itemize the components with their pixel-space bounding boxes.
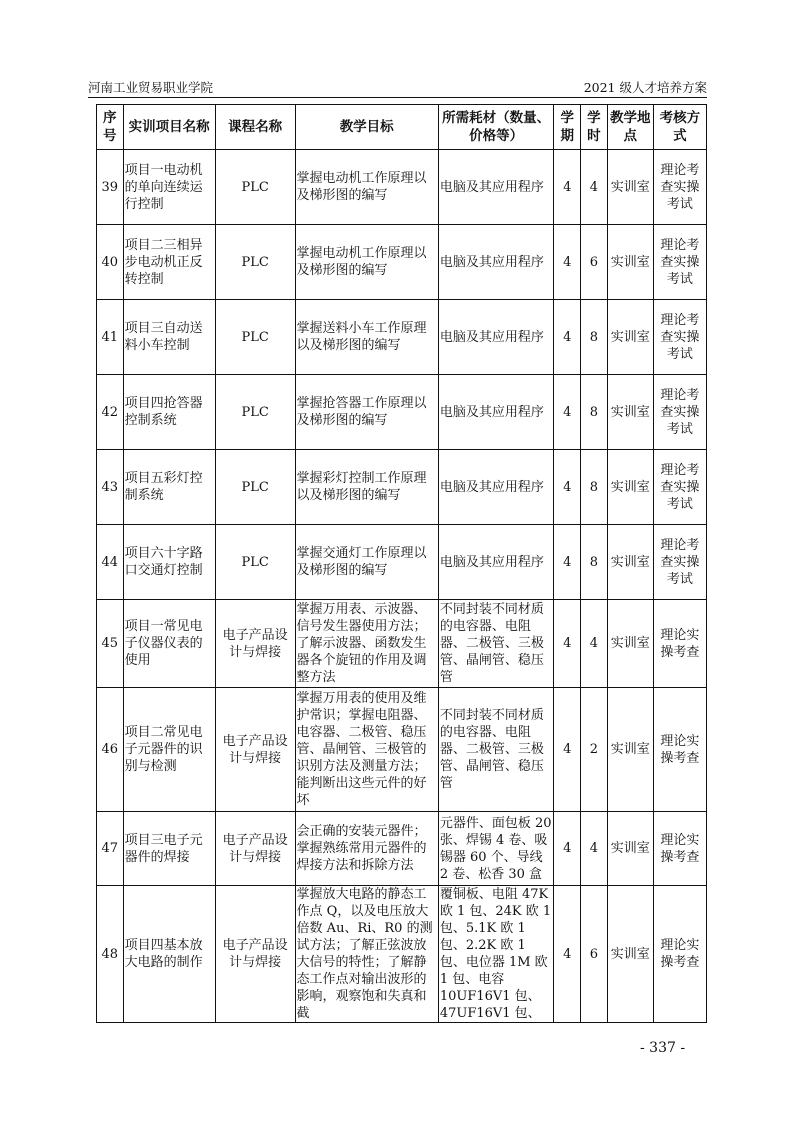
- project-name: 项目一常见电子仪器仪表的使用: [123, 600, 215, 688]
- materials: 电脑及其应用程序: [438, 150, 554, 225]
- training-projects-table: [96, 104, 707, 1023]
- row-number: 39: [97, 150, 124, 225]
- teaching-goal: 掌握彩灯控制工作原理以及梯形图的编写: [295, 450, 438, 525]
- project-name: 项目六十字路口交通灯控制: [123, 525, 215, 600]
- table-row: [97, 600, 707, 688]
- row-number: 47: [97, 812, 124, 886]
- teaching-place: 实训室: [607, 300, 653, 375]
- table-row: [97, 450, 707, 525]
- term: 4: [554, 375, 581, 450]
- row-number: 40: [97, 225, 124, 300]
- teaching-place: 实训室: [607, 812, 653, 886]
- row-number: 42: [97, 375, 124, 450]
- hours: 8: [581, 450, 608, 525]
- table-row: [97, 886, 707, 1023]
- row-number: 41: [97, 300, 124, 375]
- materials: 电脑及其应用程序: [438, 450, 554, 525]
- term: 4: [554, 886, 581, 1023]
- materials: 电脑及其应用程序: [438, 375, 554, 450]
- project-name: 项目四抢答器控制系统: [123, 375, 215, 450]
- table-row: [97, 300, 707, 375]
- materials: 不同封装不同材质的电容器、电阻器、二极管、三极管、晶闸管、稳压管: [438, 688, 554, 812]
- assessment-method: 理论考查实操考试: [653, 150, 706, 225]
- row-number: 44: [97, 525, 124, 600]
- col-header-assessment: 考核方式: [653, 105, 706, 150]
- project-name: 项目三自动送料小车控制: [123, 300, 215, 375]
- assessment-method: 理论考查实操考试: [653, 525, 706, 600]
- table-row: [97, 375, 707, 450]
- assessment-method: 理论考查实操考试: [653, 450, 706, 525]
- course-name: PLC: [215, 450, 295, 525]
- teaching-goal: 掌握电动机工作原理以及梯形图的编写: [295, 225, 438, 300]
- assessment-method: 理论考查实操考试: [653, 225, 706, 300]
- teaching-place: 实训室: [607, 886, 653, 1023]
- hours: 4: [581, 150, 608, 225]
- assessment-method: 理论考查实操考试: [653, 375, 706, 450]
- term: 4: [554, 450, 581, 525]
- course-name: 电子产品设计与焊接: [215, 600, 295, 688]
- materials: 不同封装不同材质的电容器、电阻器、二极管、三极管、晶闸管、稳压管: [438, 600, 554, 688]
- header-program-title: 2021 级人才培养方案: [583, 80, 707, 95]
- project-name: 项目二三相异步电动机正反转控制: [123, 225, 215, 300]
- table-row: [97, 688, 707, 812]
- hours: 6: [581, 225, 608, 300]
- table-row: [97, 225, 707, 300]
- teaching-place: 实训室: [607, 225, 653, 300]
- hours: 4: [581, 812, 608, 886]
- teaching-place: 实训室: [607, 150, 653, 225]
- hours: 6: [581, 886, 608, 1023]
- teaching-place: 实训室: [607, 600, 653, 688]
- table-row: [97, 812, 707, 886]
- teaching-place: 实训室: [607, 450, 653, 525]
- course-name: 电子产品设计与焊接: [215, 812, 295, 886]
- course-name: 电子产品设计与焊接: [215, 688, 295, 812]
- teaching-goal: 掌握送料小车工作原理以及梯形图的编写: [295, 300, 438, 375]
- project-name: 项目五彩灯控制系统: [123, 450, 215, 525]
- col-header-course: 课程名称: [215, 105, 295, 150]
- teaching-goal: 掌握电动机工作原理以及梯形图的编写: [295, 150, 438, 225]
- project-name: 项目四基本放大电路的制作: [123, 886, 215, 1023]
- hours: 2: [581, 688, 608, 812]
- teaching-goal: 掌握万用表、示波器、信号发生器使用方法；了解示波器、函数发生器各个旋钮的作用及调整方法: [295, 600, 438, 688]
- materials: 电脑及其应用程序: [438, 525, 554, 600]
- materials: 覆铜板、电阻 47K 欧 1 包、24K 欧 1 包、5.1K 欧 1 包、2.2K 欧 1 包、电位器 1M 欧 1 包、电容 10UF16V1 包、47UF16V1 包、: [438, 886, 554, 1023]
- table-row: [97, 525, 707, 600]
- header-school-name: 河南工业贸易职业学院: [88, 80, 214, 95]
- page-number: - 337 -: [640, 1040, 686, 1056]
- col-header-goal: 教学目标: [295, 105, 438, 150]
- header-rule: [88, 97, 707, 98]
- materials: 电脑及其应用程序: [438, 225, 554, 300]
- table-header-row: [97, 105, 707, 150]
- hours: 8: [581, 525, 608, 600]
- page-header: [88, 76, 707, 96]
- teaching-place: 实训室: [607, 688, 653, 812]
- term: 4: [554, 150, 581, 225]
- course-name: PLC: [215, 375, 295, 450]
- col-header-project: 实训项目名称: [123, 105, 215, 150]
- teaching-goal: 掌握放大电路的静态工作点 Q，以及电压放大倍数 Au、Ri、R0 的测试方法；了解正弦波放大信号的特性；了解静态工作点对输出波形的影响，观察饱和失真和截: [295, 886, 438, 1023]
- course-name: PLC: [215, 300, 295, 375]
- course-name: PLC: [215, 225, 295, 300]
- term: 4: [554, 300, 581, 375]
- assessment-method: 理论实操考查: [653, 600, 706, 688]
- teaching-place: 实训室: [607, 525, 653, 600]
- col-header-materials: 所需耗材（数量、价格等）: [438, 105, 554, 150]
- term: 4: [554, 600, 581, 688]
- hours: 8: [581, 300, 608, 375]
- teaching-goal: 掌握交通灯工作原理以及梯形图的编写: [295, 525, 438, 600]
- term: 4: [554, 812, 581, 886]
- assessment-method: 理论实操考查: [653, 688, 706, 812]
- row-number: 45: [97, 600, 124, 688]
- teaching-goal: 掌握抢答器工作原理以及梯形图的编写: [295, 375, 438, 450]
- col-header-no: 序号: [97, 105, 124, 150]
- teaching-goal: 掌握万用表的使用及维护常识；掌握电阻器、电容器、二极管、稳压管、晶闸管、三极管的识别方法及测量方法；能判断出这些元件的好坏: [295, 688, 438, 812]
- project-name: 项目一电动机的单向连续运行控制: [123, 150, 215, 225]
- term: 4: [554, 688, 581, 812]
- assessment-method: 理论实操考查: [653, 812, 706, 886]
- assessment-method: 理论实操考查: [653, 886, 706, 1023]
- term: 4: [554, 225, 581, 300]
- assessment-method: 理论考查实操考试: [653, 300, 706, 375]
- course-name: PLC: [215, 150, 295, 225]
- col-header-term: 学期: [554, 105, 581, 150]
- col-header-place: 教学地点: [607, 105, 653, 150]
- hours: 8: [581, 375, 608, 450]
- row-number: 48: [97, 886, 124, 1023]
- teaching-goal: 会正确的安装元器件；掌握熟练常用元器件的焊接方法和拆除方法: [295, 812, 438, 886]
- row-number: 43: [97, 450, 124, 525]
- teaching-place: 实训室: [607, 375, 653, 450]
- project-name: 项目二常见电子元器件的识别与检测: [123, 688, 215, 812]
- course-name: PLC: [215, 525, 295, 600]
- col-header-hours: 学时: [581, 105, 608, 150]
- row-number: 46: [97, 688, 124, 812]
- materials: 电脑及其应用程序: [438, 300, 554, 375]
- course-name: 电子产品设计与焊接: [215, 886, 295, 1023]
- materials: 元器件、面包板 20 张、焊锡 4 卷、吸锡器 60 个、导线 2 卷、松香 30 盒: [438, 812, 554, 886]
- project-name: 项目三电子元器件的焊接: [123, 812, 215, 886]
- term: 4: [554, 525, 581, 600]
- table-row: [97, 150, 707, 225]
- hours: 4: [581, 600, 608, 688]
